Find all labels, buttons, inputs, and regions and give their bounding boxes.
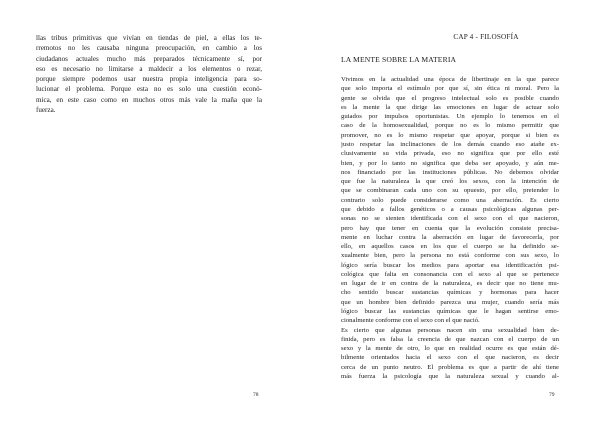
text-line: Es cierto que algunas personas nacen sin una sexualidad bien de- <box>341 326 559 334</box>
text-line: caso de la homosexualidad, porque no es lo mismo permitir que <box>341 122 559 130</box>
text-line: mente en luchar contra la aberración en lugar de favorecerla, por <box>341 233 559 241</box>
text-line: lógico buscar las sustancias químicas que le hagan sentirse emo- <box>341 308 559 316</box>
text-line: que un hombre bien definido parezca una mujer, cuando sería más <box>341 298 559 306</box>
text-line: que se combinaran cada uno con su opuesto, por ello, pretender lo <box>341 187 559 195</box>
text-line: guiados por impulsos oportunistas. Un ejemplo lo tenemos en el <box>341 113 559 121</box>
text-line: bilmente orientados hacia el sexo con el que nacieron, es decir <box>341 354 559 362</box>
text-line: más fuerza la psicología que la naturaleza sexual y cuando al- <box>341 373 559 380</box>
text-line: lucionar el problema. Porque esta no es solo una cuestión econó- <box>36 85 262 94</box>
text-line: sonas no se sienten identificada con el sexo con el que nacieron, <box>341 215 559 223</box>
text-line: bien, y por lo tanto no significa que deba ser apoyado, y aún me- <box>341 159 559 167</box>
text-line: xualmente bien, pero la persona no está conforme con sus sexo, lo <box>341 252 559 260</box>
text-line: que fue la naturaleza la que creó los sexos, con la intención de <box>341 178 559 186</box>
text-line: promover, no es lo mismo respetar que apoyar, porque si bien es <box>341 131 559 139</box>
text-line: clusivamente su vida privada, eso no significa que por ello esté <box>341 150 559 158</box>
text-line: ciudadanos actuales mucho más preparados técnicamente sí, por <box>36 54 262 63</box>
text-line: finida, pero es falsa la creencia de que nazcan con el cuerpo de un <box>341 335 559 343</box>
text-line: eso es necesario no limitarse a maldecir a los elementos o rezar, <box>36 64 262 73</box>
text-line: en lugar de ir en contra de la naturaleza, es decir que no tiene mu- <box>341 280 559 288</box>
text-line: contrario solo puede considerarse como una aberración. Es cierto <box>341 196 559 204</box>
text-line: cho sentido buscar sustancias químicas y hormonas para hacer <box>341 289 559 297</box>
text-line: cerca de un punto neutro. El problema es que a partir de ahí tiene <box>341 363 559 371</box>
page-number: 79 <box>549 392 555 398</box>
text-line: llas tribus primitivas que vivían en tiendas de piel, a ellas los te- <box>36 34 262 42</box>
text-line: cionalmente conforme con el sexo con el que nació. <box>341 317 480 325</box>
right-page-text <box>341 75 559 381</box>
text-line: lógico sería buscar los medios para aportar esa identificación psi- <box>341 261 559 269</box>
page-number: 78 <box>253 392 259 398</box>
right-page <box>300 0 600 424</box>
text-line: es la mente la que dirige las emociones en lugar de actuar solo <box>341 103 559 111</box>
text-line: pero hay que tener en cuenta que la evolución consiste precisa- <box>341 224 559 232</box>
text-line: Vivimos en la actualidad una época de libertinaje en la que parece <box>341 76 559 83</box>
text-line: fuerza. <box>36 106 56 115</box>
chapter-heading: CAP 4 - FILOSOFÍA <box>453 33 519 41</box>
text-line: cológica que falta en consonancia con el sexo al que se pertenece <box>341 270 559 278</box>
text-line: porque siempre podemos usar nuestra propia inteligencia para so- <box>36 75 262 84</box>
text-line: ello, en aquellos casos en los que el cuerpo se ha definido se- <box>341 243 559 251</box>
text-line: gente se olvida que el progreso intelectual solo es posible cuando <box>341 94 559 102</box>
text-line: rremotos no les causaba ninguna preocupación, en cambio a los <box>36 44 262 53</box>
text-line: justo respetar las inclinaciones de los demás cuando eso atañe ex- <box>341 140 559 148</box>
text-line: sexo y la mente de otro, lo que en realidad ocurre es que están dé- <box>341 345 559 353</box>
text-line: nos financiado por las instituciones públicas. No debemos olvidar <box>341 168 559 176</box>
text-line: que debido a fallos genéticos o a causas psicológicas algunas per- <box>341 205 559 213</box>
text-line: que solo importa el estímulo por que sí, sin ética ni moral. Pero la <box>341 85 559 93</box>
left-page-text <box>36 33 262 115</box>
section-title: LA MENTE SOBRE LA MATERIA <box>341 55 457 64</box>
text-line: mica, en este caso como en muchos otros más vale la maña que la <box>36 95 262 104</box>
